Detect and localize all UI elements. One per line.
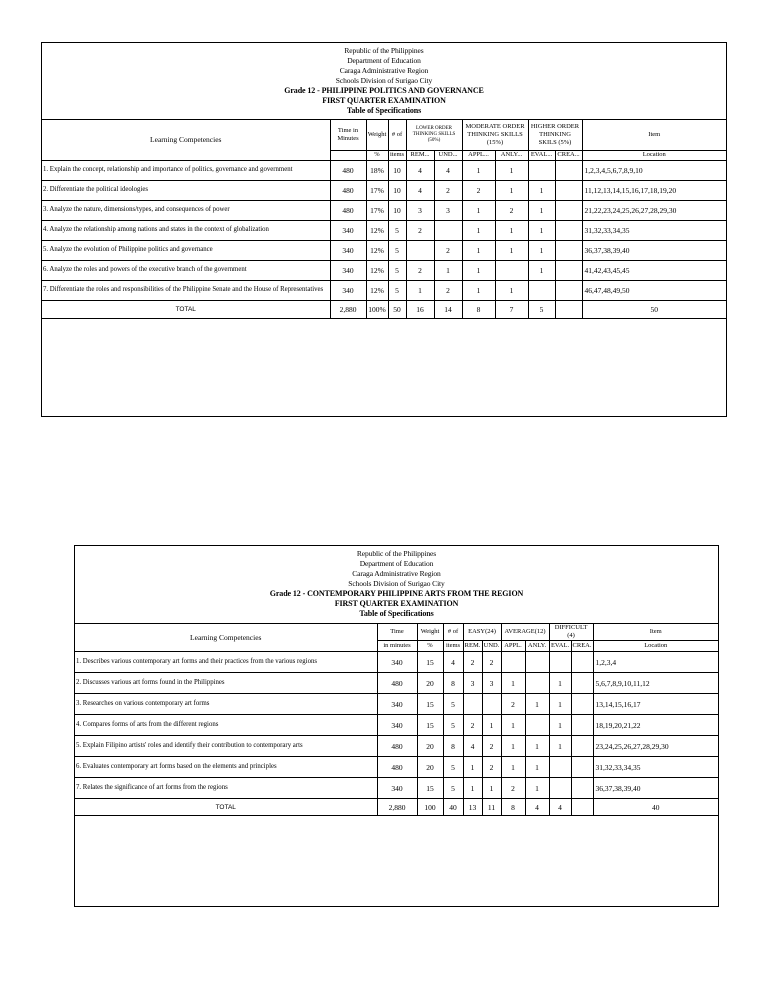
anly-cell: 1 xyxy=(495,280,528,300)
items-cell: 10 xyxy=(388,200,406,220)
total-anly: 7 xyxy=(495,300,528,318)
weight-cell: 20 xyxy=(417,736,443,757)
und-cell: 1 xyxy=(434,260,462,280)
eval-cell xyxy=(528,160,555,180)
weight-cell: 15 xyxy=(417,694,443,715)
col-eval: EVAL. xyxy=(549,641,571,652)
time-cell: 480 xyxy=(377,757,417,778)
col-rem: REM. xyxy=(463,641,482,652)
exam-title: FIRST QUARTER EXAMINATION xyxy=(334,599,459,608)
und-cell xyxy=(434,220,462,240)
und-cell: 1 xyxy=(482,715,501,736)
col-und: UND... xyxy=(434,150,462,160)
appl-cell xyxy=(501,652,525,673)
total-eval: 5 xyxy=(528,300,555,318)
competency: 5. Explain Filipino artists' roles and identify their contribution to contemporary arts xyxy=(75,736,377,757)
col-lower-order: LOWER ORDER THINKING SKILLS (50%) xyxy=(406,120,462,150)
col-pct: % xyxy=(366,150,388,160)
items-cell: 5 xyxy=(388,280,406,300)
location-cell: 13,14,15,16,17 xyxy=(593,694,718,715)
appl-cell: 2 xyxy=(462,180,495,200)
competency: 3. Researches on various contemporary art forms xyxy=(75,694,377,715)
col-difficult: DIFFICULT (4) xyxy=(549,624,593,641)
eval-cell: 1 xyxy=(549,736,571,757)
tos-ppg xyxy=(41,42,727,417)
crea-cell xyxy=(555,220,582,240)
table-row xyxy=(75,652,718,673)
rem-cell: 4 xyxy=(406,180,434,200)
total-label: TOTAL xyxy=(42,300,330,318)
rem-cell: 3 xyxy=(406,200,434,220)
time-cell: 480 xyxy=(330,200,366,220)
col-learning-competencies: Learning Competencies xyxy=(42,120,330,160)
items-cell: 5 xyxy=(443,694,463,715)
eval-cell: 1 xyxy=(528,180,555,200)
time-cell: 480 xyxy=(330,180,366,200)
competency: 1. Describes various contemporary art forms and their practices from the various regions xyxy=(75,652,377,673)
und-cell: 3 xyxy=(434,200,462,220)
table-row xyxy=(42,280,726,300)
anly-cell: 1 xyxy=(495,160,528,180)
col-num-items: # of xyxy=(388,120,406,150)
location-cell: 36,37,38,39,40 xyxy=(593,778,718,799)
und-cell xyxy=(482,694,501,715)
appl-cell: 1 xyxy=(501,757,525,778)
anly-cell: 1 xyxy=(495,220,528,240)
items-cell: 5 xyxy=(388,220,406,240)
crea-cell xyxy=(571,778,593,799)
tos-table xyxy=(42,120,726,319)
total-row xyxy=(75,799,718,816)
col-time-minutes: in minutes xyxy=(377,641,417,652)
col-items: items xyxy=(389,151,405,158)
total-label: TOTAL xyxy=(75,799,377,816)
weight-cell: 18% xyxy=(366,160,388,180)
col-higher-order: HIGHER ORDER THINKING SKILS (5%) xyxy=(528,120,582,150)
rem-cell: 3 xyxy=(463,673,482,694)
appl-cell: 1 xyxy=(501,736,525,757)
weight-cell: 15 xyxy=(417,715,443,736)
rem-cell xyxy=(406,240,434,260)
competency: 7. Relates the significance of art forms from the regions xyxy=(75,778,377,799)
crea-cell xyxy=(571,715,593,736)
col-item: Item xyxy=(593,624,718,641)
location-cell: 5,6,7,8,9,10,11,12 xyxy=(593,673,718,694)
anly-cell: 1 xyxy=(495,180,528,200)
table-row xyxy=(75,673,718,694)
crea-cell xyxy=(555,180,582,200)
location-cell: 31,32,33,34,35 xyxy=(593,757,718,778)
col-anly: ANLY... xyxy=(495,150,528,160)
weight-cell: 15 xyxy=(417,778,443,799)
eval-cell: 1 xyxy=(528,220,555,240)
appl-cell: 1 xyxy=(501,673,525,694)
items-cell: 5 xyxy=(443,778,463,799)
subject-title: Grade 12 - PHILIPPINE POLITICS AND GOVERNANCE xyxy=(284,86,484,95)
tos-cpar xyxy=(74,545,719,907)
appl-cell: 1 xyxy=(462,160,495,180)
weight-cell: 12% xyxy=(366,260,388,280)
crea-cell xyxy=(555,200,582,220)
total-eval: 4 xyxy=(549,799,571,816)
total-appl: 8 xyxy=(462,300,495,318)
anly-cell: 2 xyxy=(495,200,528,220)
table-row xyxy=(42,200,726,220)
items-cell: 10 xyxy=(388,180,406,200)
crea-cell xyxy=(571,673,593,694)
eval-cell: 1 xyxy=(549,694,571,715)
col-time-blank xyxy=(330,150,366,160)
eval-cell xyxy=(549,652,571,673)
time-cell: 340 xyxy=(377,778,417,799)
eval-cell: 1 xyxy=(528,260,555,280)
appl-cell: 1 xyxy=(462,280,495,300)
items-cell: 8 xyxy=(443,736,463,757)
eval-cell xyxy=(528,280,555,300)
eval-cell xyxy=(549,757,571,778)
items-cell: 5 xyxy=(388,260,406,280)
items-cell: 4 xyxy=(443,652,463,673)
total-location: 40 xyxy=(593,799,718,816)
time-cell: 340 xyxy=(330,220,366,240)
anly-cell: 1 xyxy=(525,736,549,757)
eval-cell: 1 xyxy=(549,715,571,736)
weight-cell: 17% xyxy=(366,200,388,220)
und-cell: 2 xyxy=(434,280,462,300)
competency: 1. Explain the concept, relationship and importance of politics, governance and government xyxy=(42,160,330,180)
table-row xyxy=(75,694,718,715)
total-und: 14 xyxy=(434,300,462,318)
col-crea: CREA... xyxy=(555,150,582,160)
col-location: Location xyxy=(582,150,726,160)
weight-cell: 20 xyxy=(417,757,443,778)
competency: 7. Differentiate the roles and responsibilities of the Philippine Senate and the House of Representatives xyxy=(42,280,330,300)
col-crea: CREA. xyxy=(571,641,593,652)
competency: 6. Analyze the roles and powers of the executive branch of the government xyxy=(42,260,330,280)
crea-cell xyxy=(571,694,593,715)
rem-cell: 2 xyxy=(463,652,482,673)
anly-cell xyxy=(495,260,528,280)
anly-cell: 1 xyxy=(525,778,549,799)
subject-title: Grade 12 - CONTEMPORARY PHILIPPINE ARTS FROM THE REGION xyxy=(269,589,524,598)
weight-cell: 12% xyxy=(366,240,388,260)
rem-cell: 2 xyxy=(463,715,482,736)
time-cell: 340 xyxy=(330,260,366,280)
competency: 3. Analyze the nature, dimensions/types, and consequences of power xyxy=(42,200,330,220)
tos-header xyxy=(75,546,718,624)
division-line: Schools Division of Surigao City xyxy=(348,579,445,588)
col-item: Item xyxy=(582,120,726,150)
col-pct: % xyxy=(417,641,443,652)
location-cell: 1,2,3,4 xyxy=(593,652,718,673)
appl-cell: 1 xyxy=(462,240,495,260)
table-row xyxy=(42,220,726,240)
location-cell: 41,42,43,45,45 xyxy=(582,260,726,280)
competency: 2. Differentiate the political ideologies xyxy=(42,180,330,200)
crea-cell xyxy=(571,736,593,757)
department-line: Department of Education xyxy=(359,559,434,568)
table-row xyxy=(42,180,726,200)
col-num-items: # of xyxy=(443,624,463,641)
anly-cell: 1 xyxy=(525,694,549,715)
und-cell: 4 xyxy=(434,160,462,180)
rem-cell: 1 xyxy=(406,280,434,300)
time-cell: 480 xyxy=(377,736,417,757)
location-cell: 18,19,20,21,22 xyxy=(593,715,718,736)
location-cell: 31,32,33,34,35 xyxy=(582,220,726,240)
appl-cell: 1 xyxy=(462,220,495,240)
location-cell: 46,47,48,49,50 xyxy=(582,280,726,300)
anly-cell xyxy=(525,652,549,673)
col-items: items xyxy=(443,641,463,652)
department-line: Department of Education xyxy=(347,56,421,65)
total-und: 11 xyxy=(482,799,501,816)
items-cell: 10 xyxy=(388,160,406,180)
time-cell: 340 xyxy=(330,280,366,300)
division-line: Schools Division of Surigao City xyxy=(335,76,433,85)
items-cell: 8 xyxy=(443,673,463,694)
col-weight: Weight xyxy=(366,120,388,150)
appl-cell: 2 xyxy=(501,694,525,715)
total-weight: 100% xyxy=(366,300,388,318)
crea-cell xyxy=(555,240,582,260)
competency: 2. Discusses various art forms found in the Philippines xyxy=(75,673,377,694)
und-cell: 2 xyxy=(482,736,501,757)
total-location: 50 xyxy=(582,300,726,318)
total-items: 40 xyxy=(443,799,463,816)
rem-cell: 4 xyxy=(463,736,482,757)
total-row xyxy=(42,300,726,318)
col-time: Time xyxy=(377,624,417,641)
tos-header xyxy=(42,43,726,120)
location-cell: 36,37,38,39,40 xyxy=(582,240,726,260)
items-cell: 5 xyxy=(443,757,463,778)
total-crea xyxy=(555,300,582,318)
location-cell: 11,12,13,14,15,16,17,18,19,20 xyxy=(582,180,726,200)
tos-title: Table of Specifications xyxy=(359,609,434,618)
weight-cell: 17% xyxy=(366,180,388,200)
tos-table xyxy=(75,624,718,816)
und-cell: 3 xyxy=(482,673,501,694)
eval-cell: 1 xyxy=(528,200,555,220)
total-weight: 100 xyxy=(417,799,443,816)
table-row xyxy=(75,757,718,778)
col-location: Location xyxy=(593,641,718,652)
anly-cell xyxy=(525,715,549,736)
total-rem: 13 xyxy=(463,799,482,816)
total-time: 2,880 xyxy=(330,300,366,318)
items-cell: 5 xyxy=(388,240,406,260)
appl-cell: 1 xyxy=(501,715,525,736)
crea-cell xyxy=(571,757,593,778)
eval-cell xyxy=(549,778,571,799)
appl-cell: 2 xyxy=(501,778,525,799)
time-cell: 340 xyxy=(377,694,417,715)
crea-cell xyxy=(555,280,582,300)
competency: 6. Evaluates contemporary art forms based on the elements and principles xyxy=(75,757,377,778)
anly-cell: 1 xyxy=(525,757,549,778)
col-average: AVERAGE(12) xyxy=(501,624,549,641)
region-line: Caraga Administrative Region xyxy=(339,66,429,75)
region-line: Caraga Administrative Region xyxy=(352,569,441,578)
col-appl: APPL... xyxy=(462,150,495,160)
total-anly: 4 xyxy=(525,799,549,816)
anly-cell: 1 xyxy=(495,240,528,260)
total-crea xyxy=(571,799,593,816)
total-rem: 16 xyxy=(406,300,434,318)
anly-cell xyxy=(525,673,549,694)
rem-cell: 2 xyxy=(406,260,434,280)
eval-cell: 1 xyxy=(549,673,571,694)
col-appl: APPL. xyxy=(501,641,525,652)
weight-cell: 12% xyxy=(366,280,388,300)
time-cell: 480 xyxy=(330,160,366,180)
total-items: 50 xyxy=(388,300,406,318)
col-moderate-order: MODERATE ORDER THINKING SKILLS (15%) xyxy=(462,120,528,150)
total-time: 2,880 xyxy=(377,799,417,816)
eval-cell: 1 xyxy=(528,240,555,260)
col-und: UND. xyxy=(482,641,501,652)
und-cell: 2 xyxy=(434,180,462,200)
col-eval: EVAL... xyxy=(528,150,555,160)
competency: 5. Analyze the evolution of Philippine politics and governance xyxy=(42,240,330,260)
crea-cell xyxy=(571,652,593,673)
col-rem: REM... xyxy=(406,150,434,160)
republic-line: Republic of the Philippines xyxy=(356,549,437,558)
rem-cell: 1 xyxy=(463,757,482,778)
table-row xyxy=(75,736,718,757)
tos-title: Table of Specifications xyxy=(346,106,422,115)
und-cell: 1 xyxy=(482,778,501,799)
weight-cell: 12% xyxy=(366,220,388,240)
time-cell: 340 xyxy=(377,715,417,736)
und-cell: 2 xyxy=(434,240,462,260)
crea-cell xyxy=(555,160,582,180)
table-row xyxy=(42,160,726,180)
appl-cell: 1 xyxy=(462,200,495,220)
weight-cell: 15 xyxy=(417,652,443,673)
col-anly: ANLY. xyxy=(525,641,549,652)
time-cell: 480 xyxy=(377,673,417,694)
crea-cell xyxy=(555,260,582,280)
table-row xyxy=(42,260,726,280)
competency: 4. Analyze the relationship among nations and states in the context of globalization xyxy=(42,220,330,240)
rem-cell: 4 xyxy=(406,160,434,180)
time-cell: 340 xyxy=(330,240,366,260)
weight-cell: 20 xyxy=(417,673,443,694)
col-time: Time in Minutes xyxy=(330,120,366,150)
col-easy: EASY(24) xyxy=(463,624,501,641)
und-cell: 2 xyxy=(482,757,501,778)
exam-title: FIRST QUARTER EXAMINATION xyxy=(322,96,446,105)
location-cell: 21,22,23,24,25,26,27,28,29,30 xyxy=(582,200,726,220)
location-cell: 1,2,3,4,5,6,7,8,9,10 xyxy=(582,160,726,180)
rem-cell xyxy=(463,694,482,715)
col-weight: Weight xyxy=(417,624,443,641)
total-appl: 8 xyxy=(501,799,525,816)
table-row xyxy=(75,778,718,799)
col-learning-competencies: Learning Competencies xyxy=(75,624,377,652)
und-cell: 2 xyxy=(482,652,501,673)
time-cell: 340 xyxy=(377,652,417,673)
location-cell: 23,24,25,26,27,28,29,30 xyxy=(593,736,718,757)
table-row xyxy=(42,240,726,260)
rem-cell: 1 xyxy=(463,778,482,799)
republic-line: Republic of the Philippines xyxy=(344,46,424,55)
items-cell: 5 xyxy=(443,715,463,736)
appl-cell: 1 xyxy=(462,260,495,280)
table-row xyxy=(75,715,718,736)
competency: 4. Compares forms of arts from the different regions xyxy=(75,715,377,736)
rem-cell: 2 xyxy=(406,220,434,240)
